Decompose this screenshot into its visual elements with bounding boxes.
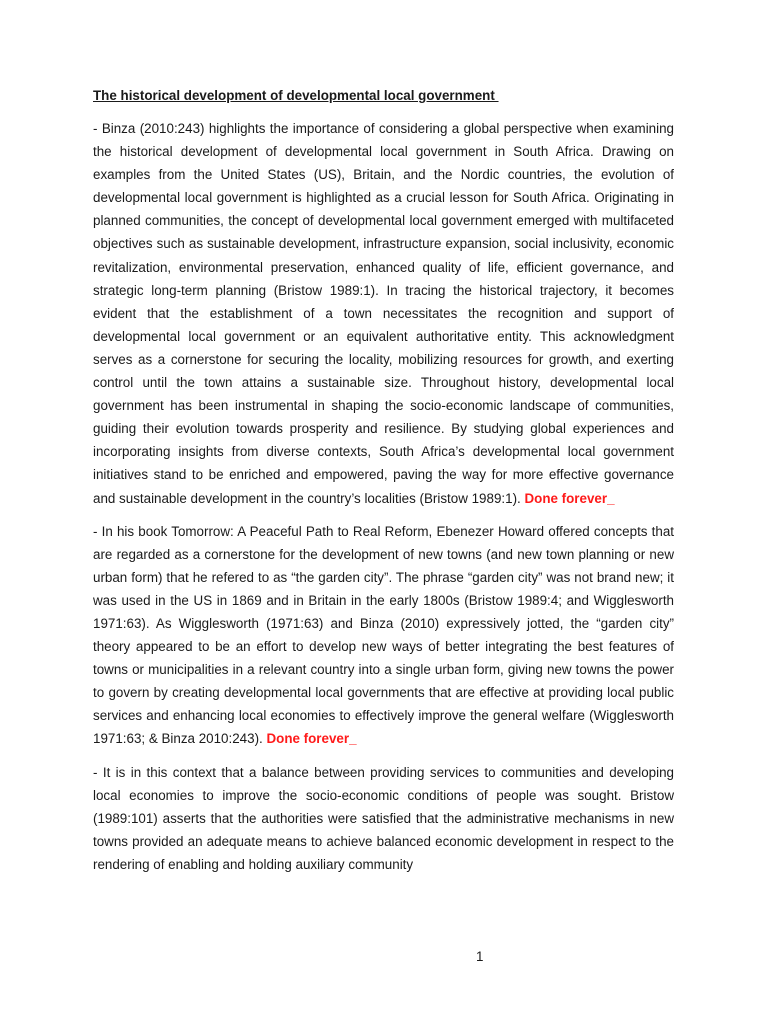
done-forever-note-1: Done forever_ [524,490,615,506]
paragraph-3 [93,761,674,876]
paragraph-2 [93,520,674,751]
paragraph-1-text: - Binza (2010:243) highlights the importance of considering a global perspective when examining the historical development of developmental local government in South Africa. Drawing on examples from the United States (US), Britain, and the Nordic countries, the evolution of developmental local government is highlighted as a crucial lesson for South Africa. Originating in planned communities, the concept of developmental local government emerged with multifaceted objectives such as sustainable development, infrastructure expansion, social inclusivity, economic revitalization, environmental preservation, enhanced quality of life, efficient governance, and strategic long-term planning (Bristow 1989:1). In tracing the historical trajectory, it becomes evident that the establishment of a town necessitates the recognition and support of developmental local government or an equivalent authoritative entity. This acknowledgment serves as a cornerstone for securing the locality, mobilizing resources for growth, and exerting control until the town attains a sustainable size. Throughout history, developmental local government has been instrumental in shaping the socio-economic landscape of communities, guiding their evolution towards prosperity and resilience. By studying global experiences and incorporating insights from diverse contexts, South Africa’s developmental local government initiatives stand to be enriched and empowered, paving the way for more effective governance and sustainable development in the country’s localities (Bristow 1989:1). [93,121,674,506]
paragraph-3-text: - It is in this context that a balance between providing services to communities and developing local economies to improve the socio-economic conditions of people was sought. Bristow (1989:101) asserts that the authorities were satisfied that the administrative mechanisms in new towns provided an adequate means to achieve balanced economic development in respect to the rendering of enabling and holding auxiliary community [93,764,674,872]
document-title: The historical development of developmental local government [93,88,499,103]
paragraph-2-text: - In his book Tomorrow: A Peaceful Path to Real Reform, Ebenezer Howard offered concepts that are regarded as a cornerstone for the development of new towns (and new town planning or new urban form) that he refered to as “the garden city”. The phrase “garden city” was not brand new; it was used in the US in 1869 and in Britain in the early 1800s (Bristow 1989:4; and Wigglesworth 1971:63). As Wigglesworth (1971:63) and Binza (2010) expressively jotted, the “garden city” theory appeared to be an effort to develop new ways of better integrating the best features of towns or municipalities in a relevant country into a single urban form, giving new towns the power to govern by creating developmental local governments that are effective at providing local public services and enhancing local economies to effectively improve the general welfare (Wigglesworth 1971:63; & Binza 2010:243). [93,523,674,747]
page-number: 1 [476,949,484,964]
document-body [93,87,674,886]
paragraph-1 [93,117,674,510]
done-forever-note-2: Done forever_ [266,731,357,747]
